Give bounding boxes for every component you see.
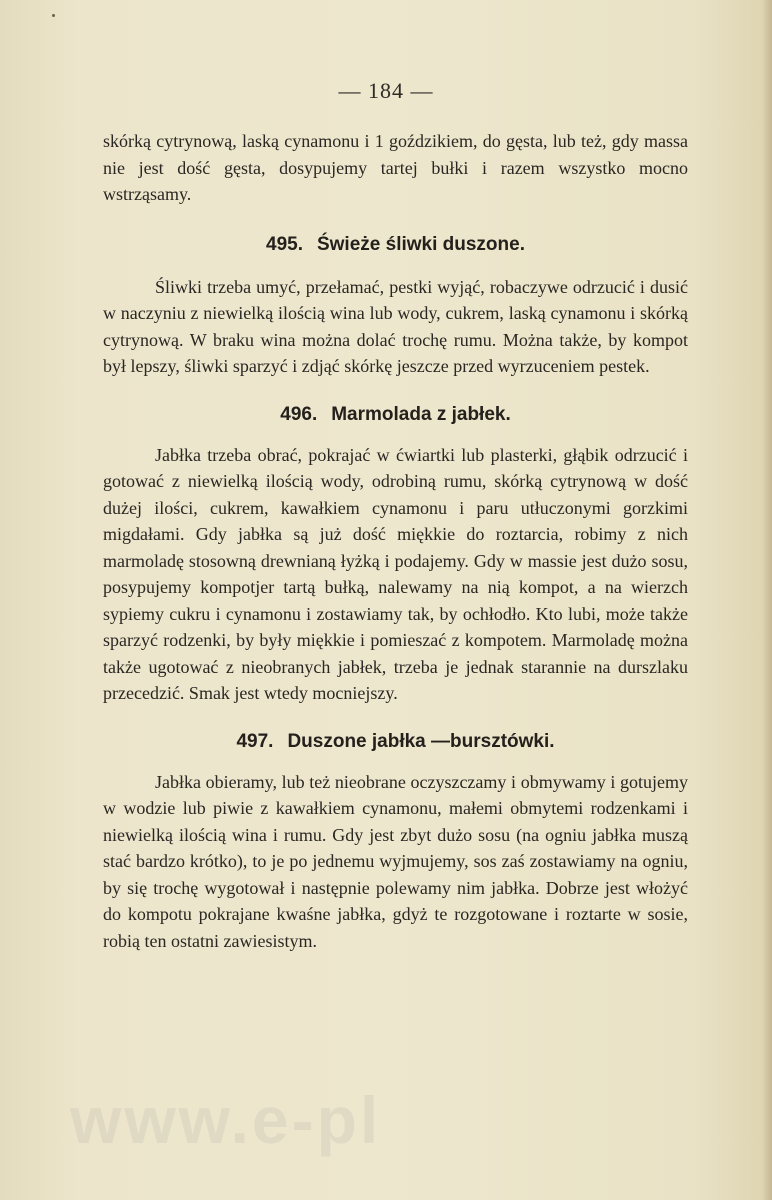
recipe-497-number: 497. — [236, 730, 274, 752]
page-number: — 184 — — [338, 78, 434, 103]
watermark: www.e-pl — [70, 1083, 382, 1157]
print-speck — [52, 14, 55, 17]
recipe-496-heading — [103, 402, 688, 428]
recipe-495-title: Świeże śliwki duszone. — [316, 233, 525, 255]
recipe-496-number: 496. — [280, 403, 318, 425]
page-content — [103, 128, 688, 954]
recipe-497-text: Jabłka obieramy, lub też nieobrane oczyszczamy i obmywamy i gotujemy w wodzie lub piwie z kawałkiem cynamonu, małemi obmytemi rodzenkami i niewielką ilością wina i rumu. Gdy jest zbyt dużo sosu (na ogniu jabłka muszą stać bardzo krótko), to je po jednemu wyjmujemy, sos zaś zostawiamy na ogniu, by się trochę wygotował i następnie polewamy nim jabłka. Dobrze jest włożyć do kompotu pokrajane kwaśne jabłka, gdyż te rozgotowane i roztarte w sosie, robią ten ostatni zawiesistym. — [103, 771, 688, 951]
recipe-497-heading — [103, 729, 688, 755]
recipe-495-heading — [103, 232, 688, 258]
recipe-496-text: Jabłka trzeba obrać, pokrajać w ćwiartki lub plasterki, głąbik odrzucić i gotować z niewielką ilością wody, odrobiną rumu, skórką cytrynową w dość dużej ilości, cukrem, kawałkiem cynamonu i paru utłuczonymi gorzkimi migdałami. Gdy jabłka są już dość miękkie do roztarcia, robimy z nich marmoladę stosowną drewnianą łyżką i podajemy. Gdy w massie jest dużo sosu, posypujemy kompotjer tartą bułką, nalewamy na nią kompot, a na wierzch sypiemy cukru i cynamonu i zostawiamy tak, by ochłodło. Kto lubi, może także sparzyć rodzenki, by były miękkie i pomieszać z kompotem. Marmoladę można także ugotować z nieobranych jabłek, trzeba je jednak starannie na durszlaku przecedzić. Smak jest wtedy mocniejszy. — [103, 444, 688, 703]
recipe-497-title: Duszone jabłka —bursztówki. — [287, 730, 555, 752]
recipe-495-text: Śliwki trzeba umyć, przełamać, pestki wyjąć, robaczywe odrzucić i dusić w naczyniu z niewielką ilością wina lub wody, cukrem, laską cynamonu i skórką cytrynową. W braku wina można dolać trochę rumu. Można także, by kompot był lepszy, śliwki sparzyć i zdjąć skórkę jeszcze przed wyrzuceniem pestek. — [103, 276, 688, 376]
recipe-496-title: Marmolada z jabłek. — [331, 403, 511, 425]
page-edge-shadow — [762, 0, 772, 1200]
intro-paragraph: skórką cytrynową, laską cynamonu i 1 goździkiem, do gęsta, lub też, gdy massa nie jest dość gęsta, dosypujemy tartej bułki i razem wszystko mocno wstrząsamy. — [103, 131, 688, 204]
recipe-495-number: 495. — [266, 233, 303, 255]
